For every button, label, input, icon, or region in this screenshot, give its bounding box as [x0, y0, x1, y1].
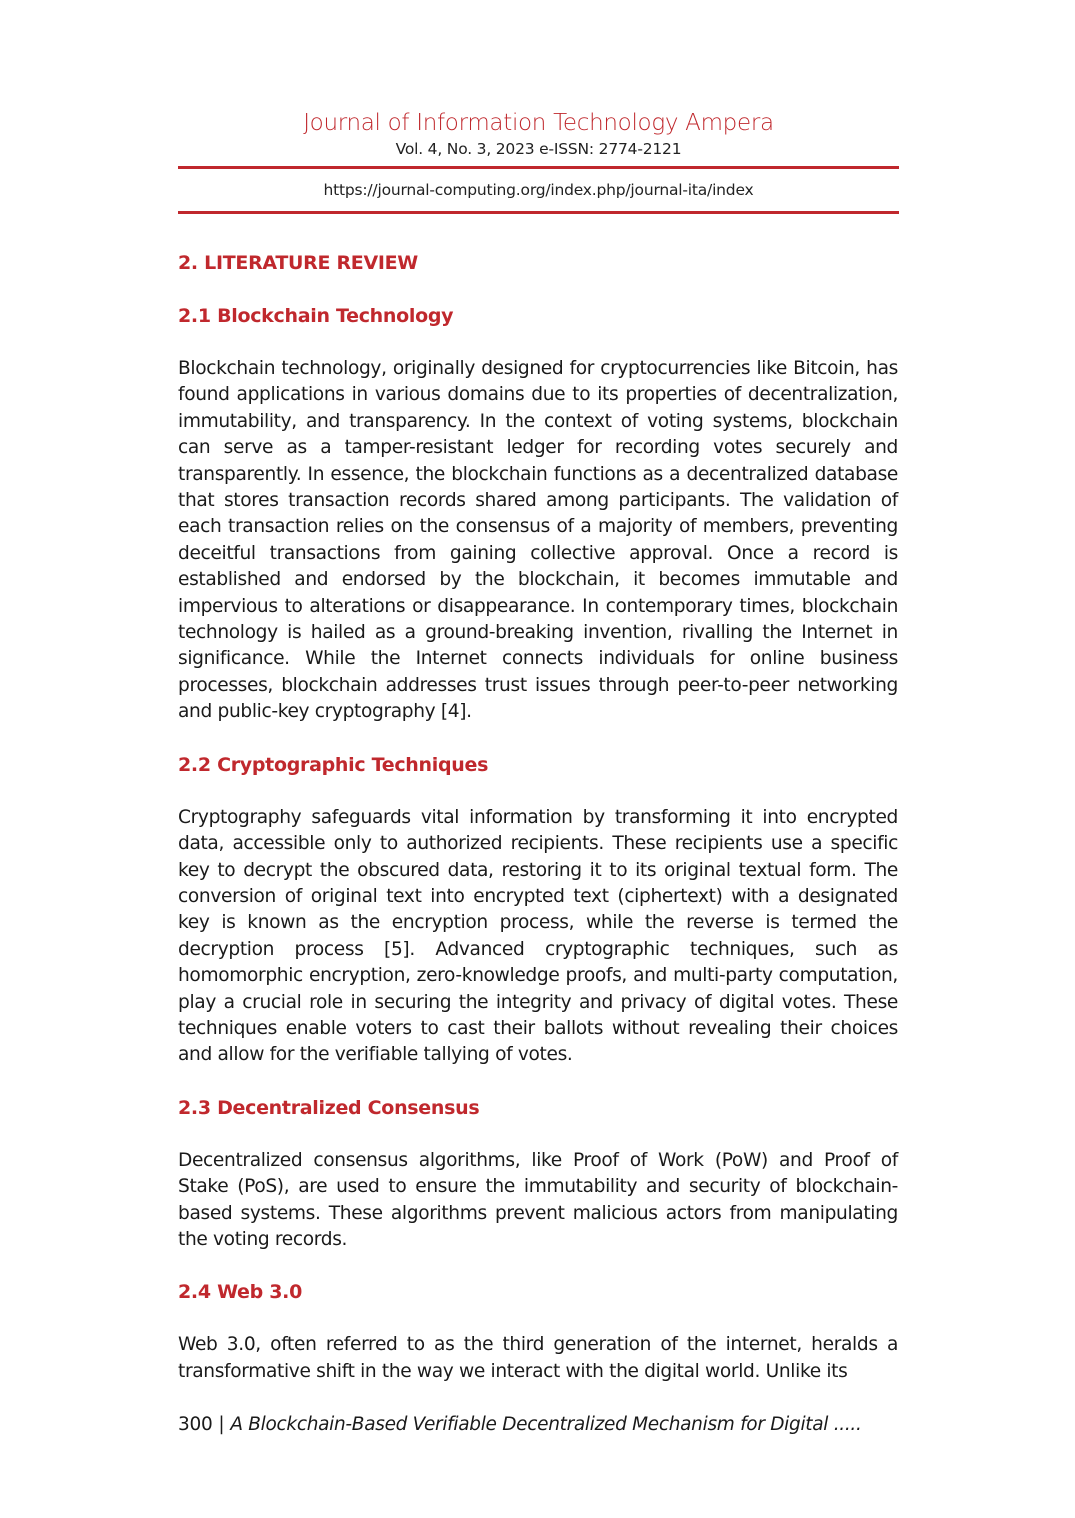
- header-rule-top: [178, 166, 899, 169]
- subsection-heading-cryptographic: 2.2 Cryptographic Techniques: [178, 753, 489, 776]
- page-number: 300: [178, 1414, 213, 1435]
- paragraph-consensus: Decentralized consensus algorithms, like Proof of Work (PoW) and Proof of Stake (PoS), are used to ensure the immutability and security of blockchain-based systems. These algorithms prevent malicious actors from manipulating the voting records.: [178, 1149, 898, 1250]
- subsection-heading-consensus: 2.3 Decentralized Consensus: [178, 1096, 480, 1119]
- article-body: [178, 250, 898, 1411]
- subsection-heading-blockchain: 2.1 Blockchain Technology: [178, 305, 454, 327]
- page-footer: [178, 1412, 898, 1438]
- section-heading-literature-review: 2. LITERATURE REVIEW: [178, 252, 418, 274]
- paragraph-blockchain: Blockchain technology, originally designed for cryptocurrencies like Bitcoin, has found applications in various domains due to its properties of decentralization, immutability, and transparency. In the context of voting systems, blockchain can serve as a tamper-resistant ledger for recording votes securely and transparently. In essence, the blockchain functions as a decentralized database that stores transaction records shared among participants. The validation of each transaction relies on the consensus of a majority of members, preventing deceitful transactions from gaining collective approval. Once a record is established and endorsed by the blockchain, it becomes immutable and impervious to alterations or disappearance. In contemporary times, blockchain technology is hailed as a ground-breaking invention, rivalling the Internet in significance. While the Internet connects individuals for online business processes, blockchain addresses trust issues through peer-to-peer networking and public-key cryptography [4].: [178, 358, 898, 723]
- footer-separator: |: [218, 1414, 225, 1435]
- journal-volume-issn: Vol. 4, No. 3, 2023 e-ISSN: 2774-2121: [395, 140, 682, 158]
- journal-header: [178, 108, 899, 214]
- paragraph-cryptographic: Cryptography safeguards vital information by transforming it into encrypted data, accessible only to authorized recipients. These recipients use a specific key to decrypt the obscured data, restoring it to its original textual form. The conversion of original text into encrypted text (ciphertext) with a designated key is known as the encryption process, while the reverse is termed the decryption process [5]. Advanced cryptographic techniques, such as homomorphic encryption, zero-knowledge proofs, and multi-party computation, play a crucial role in securing the integrity and privacy of digital votes. These techniques enable voters to cast their ballots without revealing their choices and allow for the verifiable tallying of votes.: [178, 806, 898, 1066]
- journal-url: https://journal-computing.org/index.php/journal-ita/index: [323, 181, 754, 199]
- journal-title: Journal of Information Technology Ampera: [303, 110, 774, 136]
- paragraph-web3: Web 3.0, often referred to as the third generation of the internet, heralds a transformative shift in the way we interact with the digital world. Unlike its: [178, 1334, 898, 1382]
- subsection-heading-web3: 2.4 Web 3.0: [178, 1281, 303, 1304]
- header-rule-bottom: [178, 211, 899, 214]
- running-title: A Blockchain-Based Verifiable Decentralized Mechanism for Digital .....: [230, 1414, 862, 1435]
